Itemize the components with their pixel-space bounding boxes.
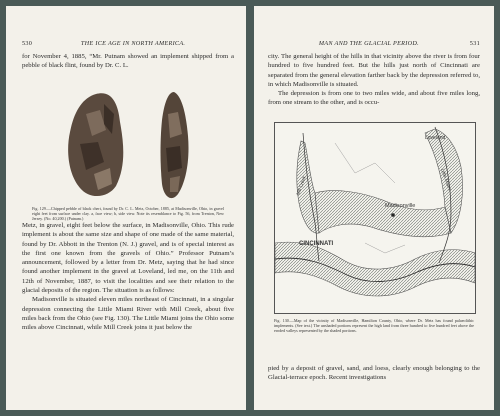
right-top-paragraph-1: city. The general height of the hills in that vicinity above the river is from four hundred to five hundred feet. But the hills just north of Cincinnati are separated from the general elevation farther back by the depression referred to, in which Madisonville is situated. bbox=[268, 53, 480, 88]
map-label-mill-creek: Mill Creek bbox=[295, 175, 307, 196]
right-bottom-text bbox=[268, 364, 480, 383]
map-label-little-miami: Little Miami bbox=[440, 167, 453, 192]
map-drawing bbox=[275, 123, 475, 313]
chipped-pebble-figure bbox=[56, 84, 206, 204]
left-running-title: THE ICE AGE IN NORTH AMERICA. bbox=[80, 40, 186, 47]
madisonville-map bbox=[274, 122, 476, 314]
right-top-paragraph-2: The depression is from one to two miles wide, and about five miles long, from one stream to the other, and is occu- bbox=[268, 90, 480, 107]
left-top-paragraph: for November 4, 1885, “Mr. Putnam showed an implement shipped from a pebble of black flint, found by Dr. C. L. bbox=[22, 53, 234, 70]
left-page bbox=[6, 6, 246, 410]
shaded-ohio-river-valley bbox=[275, 242, 475, 296]
right-running-head bbox=[268, 40, 480, 47]
right-top-text bbox=[268, 52, 480, 108]
artifact-face-view bbox=[68, 93, 123, 196]
left-bottom-paragraph-2: Madisonville is situated eleven miles northeast of Cincinnati, in a singular depression connecting the Little Miami River with Mill Creek, about five miles back from the Ohio (see Fig. 130). The Little Miami joins the Ohio some miles above Cincinnati, while Mill Creek joins it just below the bbox=[22, 296, 234, 332]
right-page bbox=[254, 6, 494, 410]
map-label-loveland: Loveland bbox=[425, 135, 446, 141]
right-figure-caption: Fig. 130.—Map of the vicinity of Madisonville, Hamilton County, Ohio, where Dr. Metz has found palaeolithic implements. (See text.) The unshaded portions represent the high land from three hundred to five hundred feet above the eroded valleys represented by the shaded portions. bbox=[274, 318, 474, 334]
right-page-number: 531 bbox=[469, 40, 480, 47]
left-page-number: 530 bbox=[22, 40, 33, 47]
left-bottom-paragraph-1: Metz, in gravel, eight feet below the surface, in Madisonville, Ohio. This rude implement is about the same size and shape of one made of the same material, found by Dr. Abbott in the Trenton (N. J.) gravel, and is of special interest as the first one known from the gravels of Ohio.” Professor Putnam’s announcement, followed by a letter from Dr. Metz, saying that he had since found another implement in the gravel at Loveland, led me, on the 11th and 12th of November, 1887, to visit the localities and see their relation to the glacial deposits of the region. The situation is as follows: bbox=[22, 222, 234, 295]
artifact-side-view bbox=[161, 92, 189, 198]
right-running-title: MAN AND THE GLACIAL PERIOD. bbox=[318, 40, 419, 47]
shaded-valley-depression bbox=[315, 191, 451, 237]
left-running-head bbox=[22, 40, 234, 47]
right-bottom-paragraph: pied by a deposit of gravel, sand, and loess, clearly enough belonging to the Glacial-terrace epoch. Recent investigations bbox=[268, 365, 480, 382]
left-bottom-text bbox=[22, 221, 234, 333]
left-figure-caption: Fig. 129.—Chipped pebble of black chert, found by Dr. C. L. Metz, October, 1885, at Madisonville, Ohio, in gravel eight feet from surface under clay. a, face view; b, side view. Note its resemblance to Fig. 56, from Trenton, New Jersey. (No. 40,200.) (Putnam.) bbox=[32, 206, 224, 222]
map-label-cincinnati: CINCINNATI bbox=[299, 241, 334, 247]
map-label-madisonville: Madisonville bbox=[385, 203, 416, 209]
madisonville-marker bbox=[391, 213, 395, 217]
left-top-text bbox=[22, 52, 234, 71]
